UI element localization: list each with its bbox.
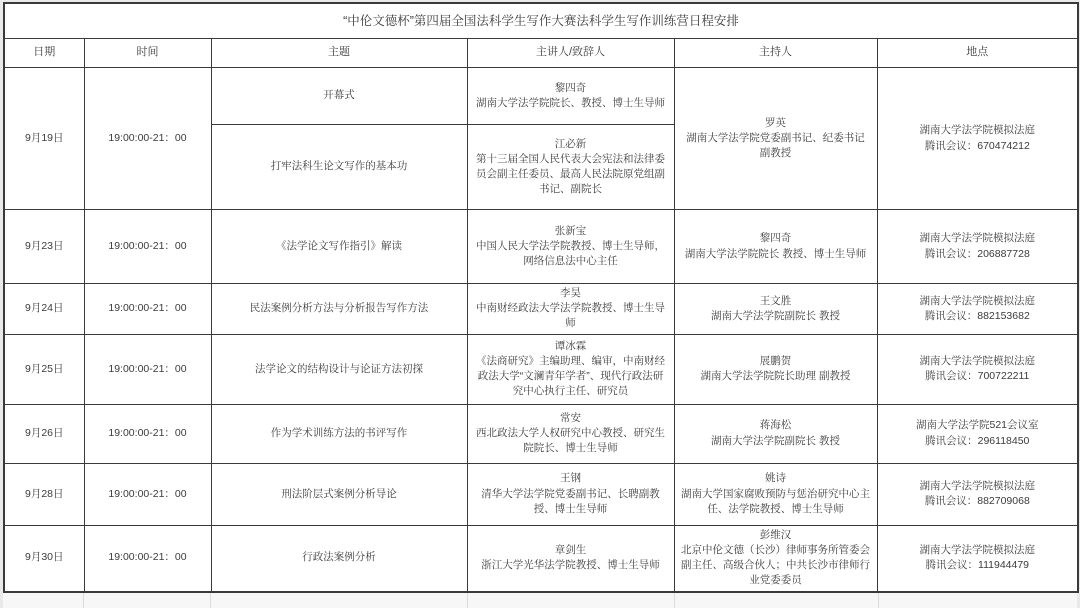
cell-topic: 民法案例分析方法与分析报告写作方法: [211, 284, 467, 335]
table-row: [4, 334, 1078, 404]
cell-location: [877, 68, 1078, 210]
cell-location: [877, 210, 1078, 284]
schedule-table: [3, 2, 1079, 593]
speaker-desc: 中南财经政法大学法学院教授、博士生导师: [476, 302, 665, 330]
table-row: [4, 525, 1078, 591]
host-name: 黎四奇: [759, 232, 792, 245]
table-row: [4, 68, 1078, 125]
page-title: “中伦文德杯”第四届全国法科学生写作大赛法科学生写作训练营日程安排: [4, 3, 1078, 39]
schedule-sheet: [3, 2, 1077, 608]
meeting-line: 腾讯会议：700722211: [925, 370, 1030, 383]
meeting-line: 腾讯会议：206887728: [924, 247, 1030, 260]
cell-location: [877, 284, 1078, 335]
cell-host: [674, 404, 877, 463]
speaker-name: 谭冰霖: [554, 339, 587, 352]
cell-speaker: [467, 404, 674, 463]
cell-topic: 打牢法科生论文写作的基本功: [211, 125, 467, 210]
cell-speaker: [467, 334, 674, 404]
cell-date: 9月28日: [4, 463, 84, 525]
host-name: 蒋海松: [759, 419, 792, 432]
col-header-time: 时间: [84, 39, 211, 68]
cell-date: 9月23日: [4, 210, 84, 284]
host-desc: 湖南大学法学院院长 教授、博士生导师: [684, 247, 867, 260]
host-name: 展鹏贺: [759, 354, 792, 367]
speaker-name: 李昊: [560, 287, 581, 299]
speaker-name: 江必新: [554, 137, 587, 150]
cell-topic: 刑法阶层式案例分析导论: [211, 463, 467, 525]
col-header-topic: 主题: [211, 39, 467, 68]
speaker-desc: 第十三届全国人民代表大会宪法和法律委员会副主任委员、最高人民法院原党组副书记、副院长: [476, 152, 665, 196]
meeting-line: 腾讯会议：882153682: [924, 309, 1030, 322]
cell-date: 9月25日: [4, 334, 84, 404]
cell-time: 19:00:00-21：00: [84, 68, 211, 210]
cell-speaker: [467, 68, 674, 125]
venue-line: 湖南大学法学院模拟法庭: [919, 124, 1036, 137]
cell-location: [877, 404, 1078, 463]
host-desc: 湖南大学法学院副院长 教授: [711, 309, 840, 322]
col-header-date: 日期: [4, 39, 84, 68]
col-header-host: 主持人: [674, 39, 877, 68]
meeting-line: 腾讯会议：882709068: [924, 495, 1030, 508]
speaker-name: 王钢: [560, 472, 581, 485]
cell-topic: 开幕式: [211, 68, 467, 125]
cell-time: 19:00:00-21：00: [84, 210, 211, 284]
cell-date: 9月30日: [4, 525, 84, 591]
speaker-desc: 西北政法大学人权研究中心教授、研究生院院长、博士生导师: [476, 427, 665, 455]
empty-cell: [84, 593, 212, 608]
cell-time: 19:00:00-21：00: [84, 404, 211, 463]
table-row: [4, 463, 1078, 525]
cell-date: 9月24日: [4, 284, 84, 335]
cutoff-empty-row: [3, 593, 1077, 608]
venue-line: 湖南大学法学院模拟法庭: [919, 479, 1036, 492]
cell-time: 19:00:00-21：00: [84, 463, 211, 525]
speaker-desc: 中国人民大学法学院教授、博士生导师，网络信息法中心主任: [476, 239, 665, 268]
meeting-line: 腾讯会议：670474212: [924, 139, 1030, 152]
cell-host: [674, 68, 877, 210]
empty-cell: [468, 593, 675, 608]
cell-topic: 行政法案例分析: [211, 525, 467, 591]
cell-time: 19:00:00-21：00: [84, 334, 211, 404]
cell-speaker: [467, 125, 674, 210]
col-header-location: 地点: [877, 39, 1078, 68]
cell-topic: 《法学论文写作指引》解读: [211, 210, 467, 284]
cell-host: [674, 463, 877, 525]
table-row: [4, 210, 1078, 284]
venue-line: 湖南大学法学院模拟法庭: [919, 232, 1036, 245]
empty-cell: [879, 593, 1077, 608]
speaker-name: 黎四奇: [554, 81, 587, 94]
host-name: 王文胜: [759, 294, 792, 307]
speaker-desc: 《法商研究》主编助理、编审，中南财经政法大学“文澜青年学者”、现代行政法研究中心执行主任、研究员: [476, 354, 665, 398]
cell-location: [877, 525, 1078, 591]
cell-speaker: [467, 210, 674, 284]
host-name: 罗英: [765, 116, 786, 129]
cell-speaker: [467, 463, 674, 525]
speaker-desc: 清华大学法学院党委副书记、长聘副教授、博士生导师: [481, 487, 660, 515]
table-row: [4, 404, 1078, 463]
header-row: [4, 39, 1078, 68]
speaker-desc: 湖南大学法学院院长、教授、博士生导师: [476, 97, 665, 109]
host-desc: 湖南大学法学院副院长 教授: [711, 434, 840, 447]
host-desc: 北京中伦文德（长沙）律师事务所管委会副主任、高级合伙人；中共长沙市律师行业党委委员: [681, 543, 870, 587]
table-row: [4, 284, 1078, 335]
cell-host: [674, 284, 877, 335]
meeting-line: 腾讯会议：111944479: [925, 559, 1030, 572]
speaker-name: 张新宝: [554, 224, 587, 237]
title-row: [4, 3, 1078, 39]
speaker-name: 常安: [560, 411, 581, 424]
cell-location: [877, 463, 1078, 525]
host-name: 彭维汉: [759, 528, 792, 541]
cell-speaker: [467, 284, 674, 335]
col-header-speaker: 主讲人/致辞人: [467, 39, 674, 68]
cell-date: 9月19日: [4, 68, 84, 210]
cell-location: [877, 334, 1078, 404]
cell-speaker: [467, 525, 674, 591]
host-name: 姚诗: [765, 472, 786, 485]
host-desc: 湖南大学国家腐败预防与惩治研究中心主任、法学院教授、博士生导师: [681, 487, 870, 515]
empty-cell: [211, 593, 467, 608]
meeting-line: 腾讯会议：296118450: [925, 434, 1030, 447]
cell-topic: 作为学术训练方法的书评写作: [211, 404, 467, 463]
cell-date: 9月26日: [4, 404, 84, 463]
cell-host: [674, 210, 877, 284]
cell-topic: 法学论文的结构设计与论证方法初探: [211, 334, 467, 404]
speaker-desc: 浙江大学光华法学院教授、博士生导师: [481, 559, 660, 572]
venue-line: 湖南大学法学院模拟法庭: [919, 354, 1036, 367]
empty-cell: [675, 593, 878, 608]
venue-line: 湖南大学法学院521会议室: [916, 419, 1039, 432]
venue-line: 湖南大学法学院模拟法庭: [919, 543, 1036, 556]
host-desc: 湖南大学法学院党委副书记、纪委书记 副教授: [686, 131, 865, 160]
host-desc: 湖南大学法学院院长助理 副教授: [700, 370, 851, 383]
venue-line: 湖南大学法学院模拟法庭: [919, 294, 1036, 307]
speaker-name: 章剑生: [554, 543, 587, 556]
cell-time: 19:00:00-21：00: [84, 525, 211, 591]
cell-host: [674, 334, 877, 404]
empty-cell: [3, 593, 84, 608]
cell-time: 19:00:00-21：00: [84, 284, 211, 335]
cell-host: [674, 525, 877, 591]
